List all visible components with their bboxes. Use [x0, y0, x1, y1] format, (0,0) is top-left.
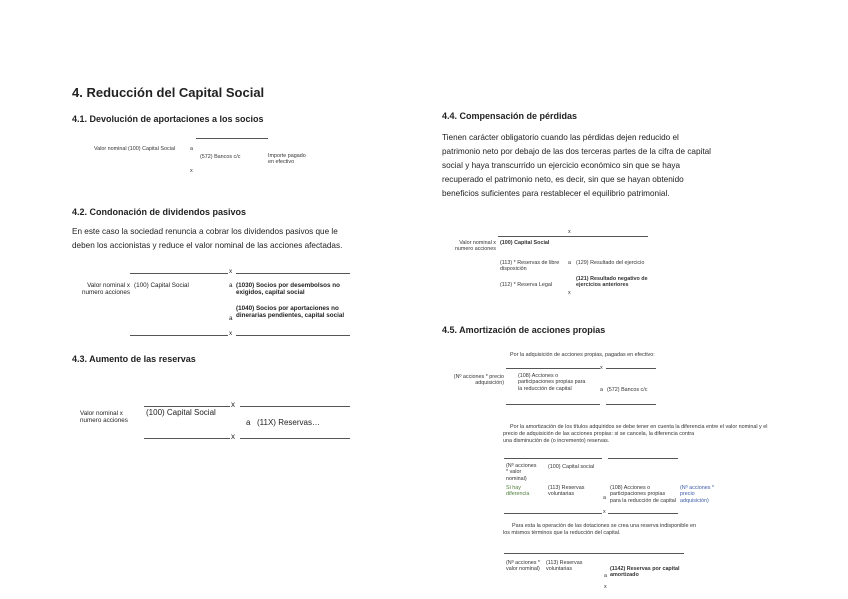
entry-a-mark: a — [190, 146, 193, 152]
entry-bottom-line-right — [240, 438, 350, 439]
entry-amount-label: Valor nominal — [94, 146, 127, 152]
section-4-5-middle-line2: precio de adquisición de las acciones propias: si se cancela, la diferencia contra — [503, 431, 695, 437]
section-4-4-heading: 4.4. Compensación de pérdidas — [442, 111, 578, 121]
entry-amount-label: Valor nominal x numero acciones — [82, 282, 130, 297]
entry-credit-account: (11X) Reservas… — [257, 418, 320, 427]
entry-x-mark: x — [568, 229, 571, 235]
section-4-2-heading: 4.2. Condonación de dividendos pasivos — [72, 207, 247, 217]
entry-amount-label: Valor nominal x numero acciones — [80, 410, 128, 425]
entry-a-mark: a — [229, 282, 233, 289]
entry-top-line-right — [606, 368, 656, 369]
entry-x-mark: x — [600, 365, 603, 371]
entry-top-line-left — [144, 406, 230, 407]
section-4-2-body-line2: deben los accionistas y reduce el valor nominal de las acciones afectadas. — [72, 241, 343, 250]
section-4-3-heading: 4.3. Aumento de las reservas — [72, 354, 196, 364]
entry-amount-label: (Nº acciones * precio adquisición) — [453, 374, 504, 387]
entry-bottom-line-right — [236, 335, 350, 336]
entry-top-line — [196, 138, 268, 139]
entry-x-mark: x — [229, 330, 233, 337]
entry-amount-label: Valor nominal x numero acciones — [454, 240, 496, 253]
section-4-4-body-line3: social y haya transcurrido un ejercicio económico sin que se haya — [442, 161, 681, 170]
entry-debit-account-3: (112) * Reserva Legal — [500, 282, 553, 288]
entry-top-line-left — [130, 273, 228, 274]
entry-debit-account: (113) Reservas voluntarias — [546, 560, 583, 573]
entry-debit-account: (100) Capital Social — [134, 282, 189, 289]
entry-credit-account-1: (129) Resultado del ejercicio — [576, 260, 645, 266]
entry-a-mark: a — [229, 315, 233, 322]
section-4-2-body-line1: En este caso la sociedad renuncia a cobrar los dividendos pasivos que le — [72, 227, 338, 236]
section-4-5-middle-line1: Por la amortización de los títulos adquiridos se debe tener en cuenta la diferencia entre el valor nominal y el — [510, 424, 768, 430]
entry-debit-account-2: (113) Reservas voluntarias — [548, 485, 585, 498]
entry-a-mark: a — [568, 260, 571, 266]
entry-top-line — [498, 236, 648, 237]
entry-credit-account: (572) Bancos c/c — [607, 387, 648, 393]
entry-debit-account-1: (100) Capital social — [548, 464, 595, 470]
entry-bottom-line-right — [608, 513, 678, 514]
entry-credit-note: Importe pagado en efectivo — [268, 153, 306, 166]
page-title: 4. Reducción del Capital Social — [72, 85, 265, 100]
entry-amount-label-2: Si hay diferencia — [506, 485, 530, 498]
entry-x-mark: x — [231, 400, 235, 409]
entry-x-mark: x — [604, 584, 607, 590]
entry-debit-account-2: (113) * Reservas de libre disposición — [500, 260, 560, 273]
section-4-4-body-line1: Tienen carácter obligatorio cuando las pérdidas dejen reducido el — [442, 133, 679, 142]
entry-credit-account-1: (1030) Socios por desembolsos no exigidos, capital social — [236, 282, 340, 297]
entry-x-mark: x — [603, 509, 606, 515]
entry-top-line-left — [504, 458, 602, 459]
entry-top-line-right — [240, 406, 350, 407]
section-4-5-footer-line2: los mismos términos que la reducción del capital. — [503, 530, 621, 536]
entry-x-mark: x — [229, 268, 233, 275]
entry-bottom-line-right — [606, 404, 656, 405]
entry-top-line-right — [608, 458, 678, 459]
entry-bottom-line-left — [144, 438, 230, 439]
entry-credit-account-2: (1040) Socios por aportaciones no dinerarias pendientes, capital social — [236, 305, 345, 320]
entry-bottom-line-left — [130, 335, 228, 336]
entry-a-mark: a — [246, 418, 251, 427]
section-4-1-heading: 4.1. Devolución de aportaciones a los socios — [72, 114, 264, 124]
section-4-5-heading: 4.5. Amortización de acciones propias — [442, 325, 606, 335]
entry-top-line-right — [236, 273, 350, 274]
entry-debit-account-1: (100) Capital Social — [500, 240, 550, 246]
section-4-4-body-line2: patrimonio neto por debajo de las dos terceras partes de la cifra de capital — [442, 147, 711, 156]
entry-bottom-line-left — [504, 513, 602, 514]
entry-bottom-line-left — [506, 404, 600, 405]
entry-debit-account: (100) Capital Social — [146, 408, 216, 417]
section-4-4-body-line4: recuperado el patrimonio neto, es decir, sin que se hayan obtenido — [442, 175, 684, 184]
entry-credit-account: (108) Acciones o participaciones propias para la reducción de capital — [610, 485, 676, 504]
entry-credit-account: (572) Bancos c/c — [200, 154, 241, 160]
section-4-5-intro: Por la adquisición de acciones propias, pagadas en efectivo: — [510, 352, 655, 358]
entry-top-line — [504, 553, 684, 554]
entry-a-mark: a — [604, 573, 607, 579]
entry-debit-account: (100) Capital Social — [128, 146, 176, 152]
entry-x-mark: x — [231, 432, 235, 441]
section-4-5-footer-line1: Para esta la operación de las dotaciones se crea una reserva indisponible en — [512, 523, 696, 529]
entry-a-mark: a — [603, 495, 606, 501]
entry-debit-account: (108) Acciones o participaciones propias para la reducción de capital — [518, 373, 586, 392]
section-4-4-body-line5: beneficios suficientes para restablecer el equilibrio patrimonial. — [442, 189, 670, 198]
entry-x-mark: x — [568, 290, 571, 296]
entry-amount-label: (Nº acciones * valor nominal) — [506, 560, 541, 573]
entry-credit-account: (1142) Reservas por capital amortizado — [610, 566, 680, 579]
entry-amount-label-1: (Nº acciones * valor nominal) — [506, 463, 537, 482]
entry-a-mark: a — [600, 387, 603, 393]
entry-credit-note: (Nº acciones * precio adquisición) — [680, 485, 715, 504]
entry-top-line-left — [506, 368, 600, 369]
entry-x-mark: x — [190, 168, 193, 174]
section-4-5-middle-line3: una disminución de (o incremento) reservas. — [503, 438, 610, 444]
entry-credit-account-2: (121) Resultado negativo de ejercicios anteriores — [576, 276, 648, 289]
